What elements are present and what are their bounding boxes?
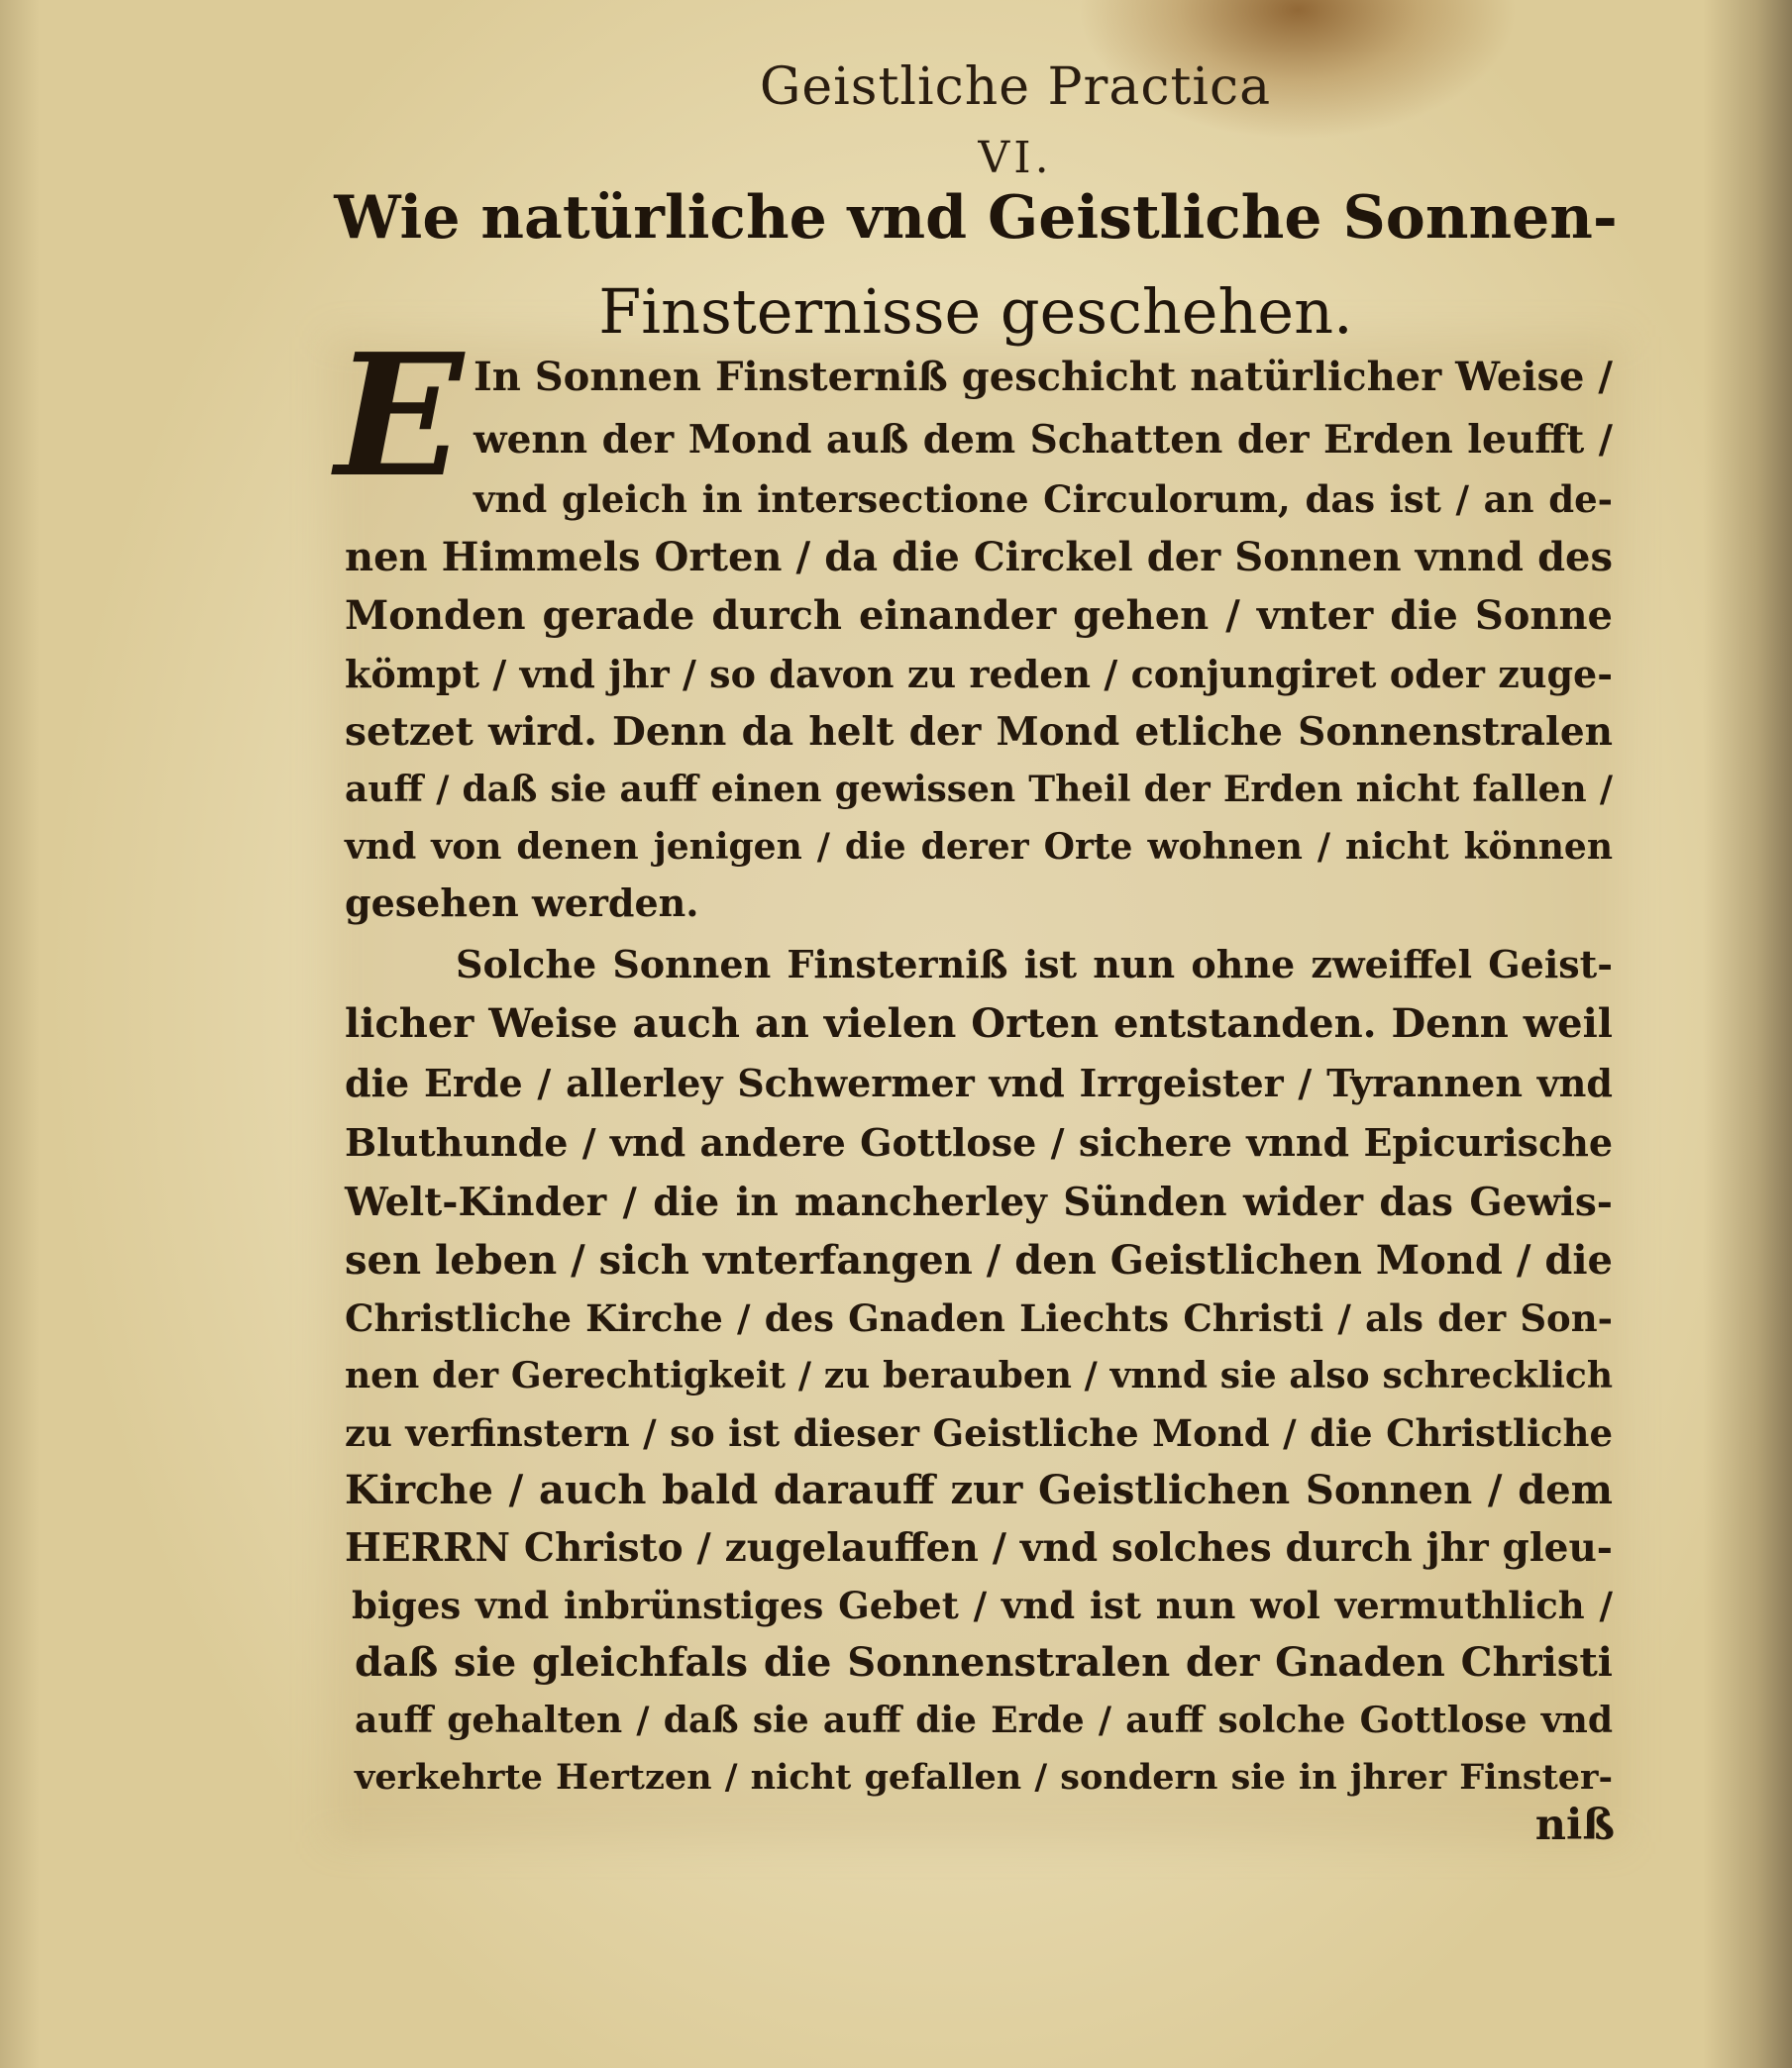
paragraph-1-line: wenn der Mond auß dem Schatten der Erden leufft / bbox=[474, 417, 1613, 463]
running-head: Geistliche Practica bbox=[759, 57, 1272, 117]
page-left-edge bbox=[0, 0, 40, 2068]
paragraph-2-line: Christliche Kirche / des Gnaden Liechts Christi / als der Son- bbox=[345, 1296, 1613, 1340]
paragraph-1-line: vnd von denen jenigen / die derer Orte wohnen / nicht können bbox=[345, 826, 1613, 868]
paragraph-1-line: auff / daß sie auff einen gewissen Theil der Erden nicht fallen / bbox=[345, 769, 1613, 810]
spine-shadow bbox=[1703, 0, 1792, 2068]
paragraph-1-line: vnd gleich in intersectione Circulorum, das ist / an de- bbox=[474, 477, 1613, 521]
chapter-title-line-1: Wie natürliche vnd Geistliche Sonnen- bbox=[334, 183, 1618, 253]
paragraph-1-line: setzet wird. Denn da helt der Mond etliche Sonnenstralen bbox=[345, 709, 1613, 755]
paragraph-2-line: Welt-Kinder / die in mancherley Sünden wider das Gewis- bbox=[345, 1180, 1613, 1225]
paragraph-1-line: Monden gerade durch einander gehen / vnter die Sonne bbox=[345, 592, 1613, 639]
chapter-title-line-2: Finsternisse geschehen. bbox=[598, 275, 1353, 348]
paragraph-2-line: Bluthunde / vnd andere Gottlose / sichere vnnd Epicurische bbox=[345, 1120, 1613, 1165]
paragraph-1-line: gesehen werden. bbox=[345, 880, 699, 925]
drop-initial: E bbox=[335, 317, 464, 515]
paragraph-2-line: sen leben / sich vnterfangen / den Geistlichen Mond / die bbox=[345, 1237, 1613, 1284]
paragraph-2-line: biges vnd inbrünstiges Gebet / vnd ist nun wol vermuthlich / bbox=[352, 1584, 1613, 1627]
paragraph-2-line: auff gehalten / daß sie auff die Erde / auff solche Gottlose vnd bbox=[355, 1700, 1613, 1741]
paragraph-2-line: zu verfinstern / so ist dieser Geistliche Mond / die Christliche bbox=[345, 1411, 1613, 1455]
paragraph-2-line: die Erde / allerley Schwermer vnd Irrgeister / Tyrannen vnd bbox=[345, 1061, 1613, 1105]
paragraph-2-line: licher Weise auch an vielen Orten entstanden. Denn weil bbox=[345, 1000, 1613, 1047]
paragraph-1-line: nen Himmels Orten / da die Circkel der Sonnen vnnd des bbox=[345, 534, 1613, 580]
paragraph-1-line: kömpt / vnd jhr / so davon zu reden / conjungiret oder zuge- bbox=[345, 652, 1613, 696]
paragraph-2-line: HERRN Christo / zugelauffen / vnd solches durch jhr gleu- bbox=[345, 1525, 1613, 1571]
paragraph-2-line: Kirche / auch bald darauff zur Geistlichen Sonnen / dem bbox=[345, 1467, 1613, 1513]
section-number: VI. bbox=[978, 133, 1053, 183]
catchword: niß bbox=[1534, 1801, 1615, 1850]
paragraph-1-line: In Sonnen Finsterniß geschicht natürlicher Weise / bbox=[474, 354, 1613, 400]
paragraph-2-line: nen der Gerechtigkeit / zu berauben / vnnd sie also schrecklich bbox=[345, 1355, 1613, 1396]
paragraph-2-line: daß sie gleichfals die Sonnenstralen der Gnaden Christi bbox=[355, 1639, 1613, 1686]
paragraph-2-line: Solche Sonnen Finsterniß ist nun ohne zweiffel Geist- bbox=[456, 942, 1613, 986]
paragraph-2-line: verkehrte Hertzen / nicht gefallen / sondern sie in jhrer Finster- bbox=[355, 1757, 1613, 1798]
